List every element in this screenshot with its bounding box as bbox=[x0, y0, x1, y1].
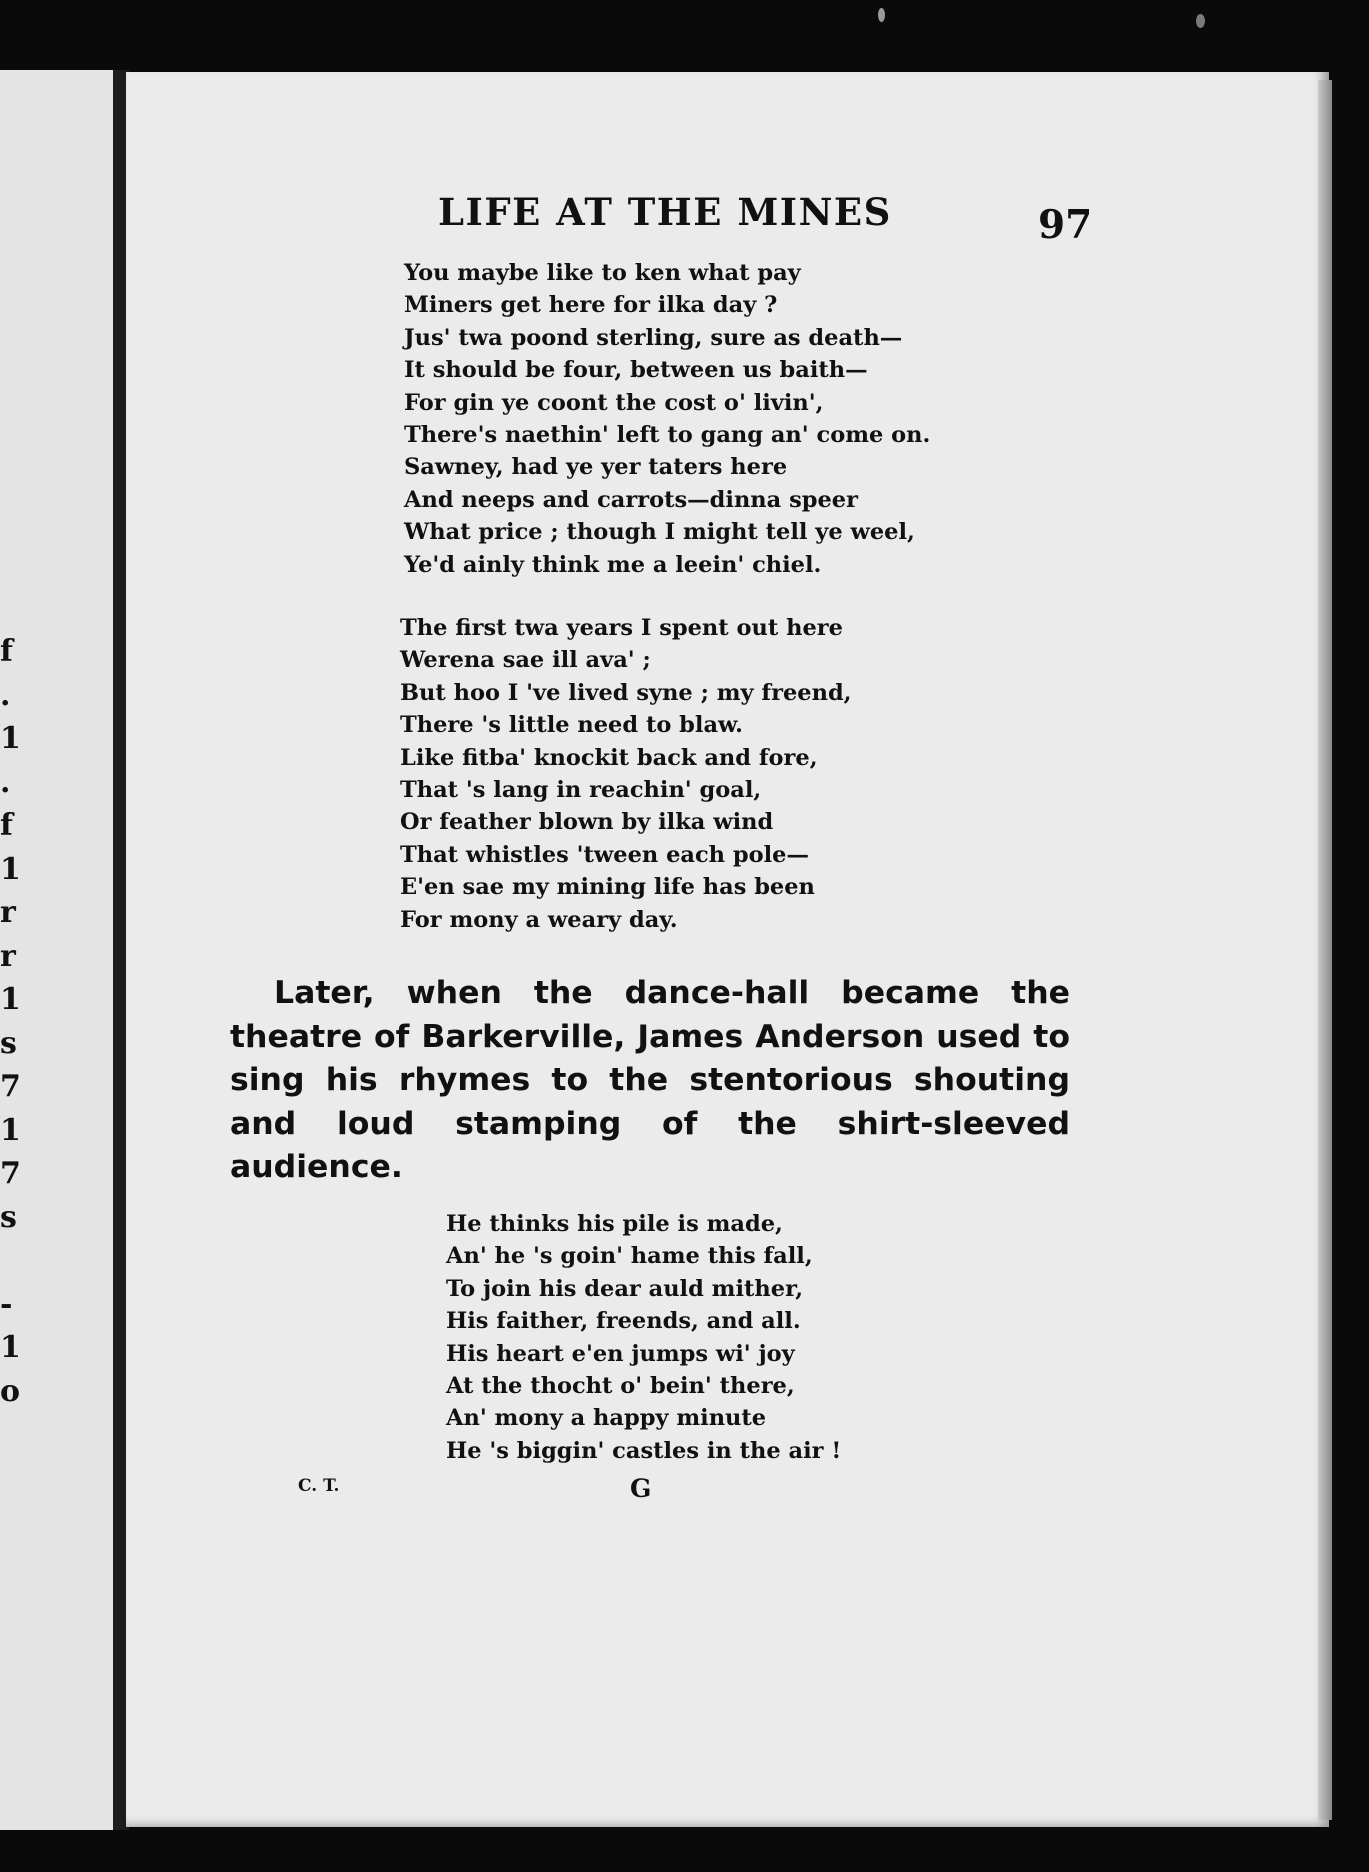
signature-letter: G bbox=[630, 1474, 652, 1503]
verse-line: He thinks his pile is made, bbox=[446, 1211, 783, 1237]
margin-fragment: f bbox=[0, 634, 13, 669]
margin-fragment: . bbox=[0, 677, 11, 713]
page-edge bbox=[1318, 80, 1332, 1820]
verse-line: But hoo I 've lived syne ; my freend, bbox=[400, 679, 852, 706]
verse-line: Like fitba' knockit back and fore, bbox=[400, 744, 818, 771]
verse-line: Werena sae ill ava' ; bbox=[400, 647, 651, 674]
scan-speck bbox=[878, 8, 885, 22]
margin-fragment: . bbox=[0, 764, 11, 800]
verse-line: That 's lang in reachin' goal, bbox=[400, 776, 762, 803]
margin-fragment: r bbox=[0, 938, 16, 974]
verse-stanza-3 bbox=[446, 1208, 841, 1467]
running-title: LIFE AT THE MINES bbox=[438, 190, 892, 234]
verse-line: Ye'd ainly think me a leein' chiel. bbox=[404, 551, 822, 578]
verse-line: There 's little need to blaw. bbox=[400, 712, 743, 739]
margin-fragment: s bbox=[0, 1199, 17, 1235]
verse-line: For mony a weary day. bbox=[400, 906, 678, 933]
verse-line: An' mony a happy minute bbox=[446, 1405, 767, 1432]
signature-mark: C. T. bbox=[298, 1476, 340, 1496]
margin-fragment bbox=[0, 1239, 14, 1283]
verse-line: There's naethin' left to gang an' come on. bbox=[404, 421, 931, 448]
verse-stanza-2 bbox=[400, 612, 852, 936]
verse-line: Miners get here for ilka day ? bbox=[404, 292, 778, 319]
margin-fragment: s bbox=[0, 1025, 17, 1061]
verse-line: He 's biggin' castles in the air ! bbox=[446, 1437, 842, 1464]
verse-line: Or feather blown by ilka wind bbox=[400, 809, 774, 836]
previous-page bbox=[0, 70, 122, 1830]
margin-fragment: 1 bbox=[0, 721, 21, 756]
verse-line: E'en sae my mining life has been bbox=[400, 874, 815, 901]
margin-fragment: 1 bbox=[0, 851, 21, 887]
margin-fragment: r bbox=[0, 895, 16, 930]
verse-line: For gin ye coont the cost o' livin', bbox=[404, 389, 824, 416]
verse-line: An' he 's goin' hame this fall, bbox=[446, 1243, 813, 1270]
verse-line: At the thocht o' bein' there, bbox=[446, 1372, 795, 1399]
page-number: 97 bbox=[1038, 202, 1093, 248]
margin-fragment: f bbox=[0, 808, 13, 843]
verse-line: You maybe like to ken what pay bbox=[404, 260, 801, 286]
margin-fragment: 1 bbox=[0, 1112, 21, 1148]
margin-fragment: 7 bbox=[0, 1069, 21, 1104]
prose-paragraph: Later, when the dance-hall became the theatre of Barkerville, James Anderson used to sing his rhymes to the stentorious shouting and loud stamping of the shirt-sleeved audience. bbox=[230, 975, 1070, 1185]
margin-fragment: 7 bbox=[0, 1156, 21, 1191]
previous-page-margin-text bbox=[0, 630, 21, 1413]
verse-line: His heart e'en jumps wi' joy bbox=[446, 1340, 795, 1367]
verse-line: The first twa years I spent out here bbox=[400, 615, 843, 641]
verse-line: His faither, freends, and all. bbox=[446, 1308, 801, 1335]
verse-stanza-1 bbox=[404, 257, 930, 581]
scan-speck bbox=[1196, 14, 1205, 28]
verse-line: Sawney, had ye yer taters here bbox=[404, 454, 788, 481]
verse-line: Jus' twa poond sterling, sure as death— bbox=[404, 324, 903, 351]
verse-line: To join his dear auld mither, bbox=[446, 1275, 804, 1302]
margin-fragment: o bbox=[0, 1373, 21, 1409]
verse-line: That whistles 'tween each pole— bbox=[400, 841, 809, 868]
verse-line: It should be four, between us baith— bbox=[404, 357, 868, 384]
verse-line: What price ; though I might tell ye weel, bbox=[404, 519, 915, 546]
margin-fragment: 1 bbox=[0, 982, 21, 1017]
margin-fragment: - bbox=[0, 1286, 13, 1322]
margin-fragment: 1 bbox=[0, 1330, 21, 1365]
verse-line: And neeps and carrots—dinna speer bbox=[404, 486, 858, 513]
